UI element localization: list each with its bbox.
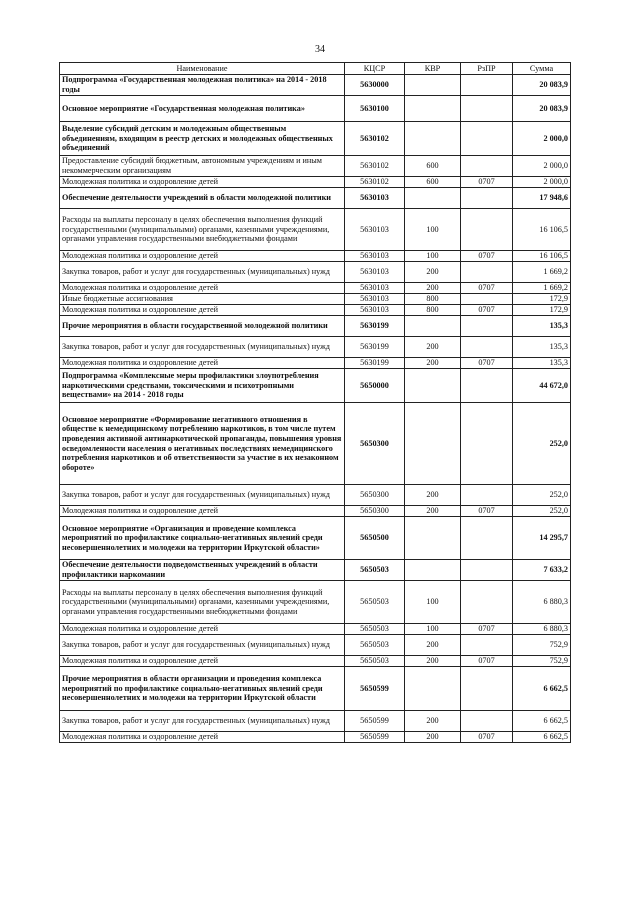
table-row [60, 75, 571, 96]
row-kvr: 200 [405, 262, 461, 283]
row-name: Молодежная политика и оздоровление детей [60, 251, 345, 262]
row-kvr [405, 75, 461, 96]
row-code: 5630102 [345, 156, 405, 177]
row-name: Молодежная политика и оздоровление детей [60, 732, 345, 743]
row-name: Молодежная политика и оздоровление детей [60, 283, 345, 294]
row-code: 5650599 [345, 667, 405, 711]
table-row [60, 305, 571, 316]
table-row [60, 316, 571, 337]
row-sum: 7 633,2 [513, 560, 571, 581]
row-code: 5650503 [345, 656, 405, 667]
row-code: 5630100 [345, 96, 405, 122]
row-code: 5650500 [345, 517, 405, 560]
table-row [60, 177, 571, 188]
row-name: Закупка товаров, работ и услуг для государственных (муниципальных) нужд [60, 485, 345, 506]
row-kvr [405, 667, 461, 711]
table-row [60, 485, 571, 506]
row-kvr: 200 [405, 635, 461, 656]
row-rzpr: 0707 [461, 656, 513, 667]
table-row [60, 656, 571, 667]
row-sum: 2 000,0 [513, 122, 571, 156]
row-code: 5650599 [345, 711, 405, 732]
row-kvr: 100 [405, 624, 461, 635]
row-code: 5630103 [345, 283, 405, 294]
row-code: 5630103 [345, 262, 405, 283]
row-code: 5630199 [345, 337, 405, 358]
row-code: 5650300 [345, 485, 405, 506]
table-row [60, 96, 571, 122]
row-rzpr: 0707 [461, 624, 513, 635]
row-rzpr [461, 262, 513, 283]
row-code: 5630102 [345, 122, 405, 156]
row-code: 5630103 [345, 294, 405, 305]
row-name: Молодежная политика и оздоровление детей [60, 177, 345, 188]
row-rzpr [461, 75, 513, 96]
table-row [60, 251, 571, 262]
row-code: 5630103 [345, 209, 405, 251]
row-code: 5650000 [345, 369, 405, 403]
row-code: 5630000 [345, 75, 405, 96]
row-code: 5630103 [345, 305, 405, 316]
row-rzpr: 0707 [461, 358, 513, 369]
table-row [60, 635, 571, 656]
row-name: Молодежная политика и оздоровление детей [60, 656, 345, 667]
row-name: Молодежная политика и оздоровление детей [60, 305, 345, 316]
row-rzpr [461, 294, 513, 305]
row-rzpr [461, 316, 513, 337]
table-row [60, 369, 571, 403]
row-kvr [405, 122, 461, 156]
header-kvr: КВР [405, 63, 461, 75]
row-sum: 20 083,9 [513, 75, 571, 96]
row-code: 5630199 [345, 316, 405, 337]
table-row [60, 283, 571, 294]
row-sum: 1 669,2 [513, 262, 571, 283]
row-kvr: 200 [405, 656, 461, 667]
row-sum: 44 672,0 [513, 369, 571, 403]
row-sum: 2 000,0 [513, 177, 571, 188]
table-row [60, 581, 571, 624]
table-row [60, 262, 571, 283]
row-sum: 252,0 [513, 506, 571, 517]
row-kvr: 100 [405, 251, 461, 262]
row-code: 5630103 [345, 188, 405, 209]
row-sum: 252,0 [513, 485, 571, 506]
table-row [60, 403, 571, 485]
row-rzpr: 0707 [461, 251, 513, 262]
row-rzpr: 0707 [461, 305, 513, 316]
row-sum: 135,3 [513, 316, 571, 337]
row-name: Основное мероприятие «Формирование негативного отношения в обществе к немедицинскому потреблению наркотиков, в том числе путем проведения активной антинаркотической пропаганды, повышения уровня осведомленности населения о негативных последствиях немедицинского потребления наркотиков и об ответственности за участие в их незаконном обороте» [60, 403, 345, 485]
row-rzpr: 0707 [461, 283, 513, 294]
row-rzpr [461, 581, 513, 624]
row-sum: 16 106,5 [513, 209, 571, 251]
row-kvr [405, 188, 461, 209]
row-kvr: 200 [405, 732, 461, 743]
row-rzpr [461, 667, 513, 711]
row-code: 5630103 [345, 251, 405, 262]
row-rzpr: 0707 [461, 177, 513, 188]
row-code: 5650300 [345, 506, 405, 517]
row-sum: 252,0 [513, 403, 571, 485]
page-number: 34 [315, 44, 325, 55]
row-name: Основное мероприятие «Организация и проведение комплекса мероприятий по профилактике социально-негативных явлений среди несовершеннолетних и молодежи на территории Иркутской области» [60, 517, 345, 560]
row-name: Расходы на выплаты персоналу в целях обеспечения выполнения функций государственными (муниципальными) органами, казенными учреждениями, органами управления государственными внебюджетными фондами [60, 581, 345, 624]
row-rzpr: 0707 [461, 732, 513, 743]
row-sum: 172,9 [513, 305, 571, 316]
row-rzpr [461, 369, 513, 403]
row-kvr: 600 [405, 156, 461, 177]
row-name: Закупка товаров, работ и услуг для государственных (муниципальных) нужд [60, 635, 345, 656]
row-sum: 6 880,3 [513, 581, 571, 624]
header-rzpr: РзПР [461, 63, 513, 75]
row-kvr: 200 [405, 337, 461, 358]
row-name: Основное мероприятие «Государственная молодежная политика» [60, 96, 345, 122]
row-sum: 135,3 [513, 358, 571, 369]
table-row [60, 337, 571, 358]
table-row [60, 506, 571, 517]
row-sum: 172,9 [513, 294, 571, 305]
row-code: 5630199 [345, 358, 405, 369]
table-row [60, 732, 571, 743]
row-kvr: 800 [405, 294, 461, 305]
row-kvr [405, 316, 461, 337]
row-sum: 17 948,6 [513, 188, 571, 209]
row-name: Прочие мероприятия в области государственной молодежной политики [60, 316, 345, 337]
table-row [60, 188, 571, 209]
table-row [60, 517, 571, 560]
row-kvr: 100 [405, 581, 461, 624]
row-code: 5650300 [345, 403, 405, 485]
header-sum: Сумма [513, 63, 571, 75]
row-name: Предоставление субсидий бюджетным, автономным учреждениям и иным некоммерческим организациям [60, 156, 345, 177]
row-code: 5650503 [345, 635, 405, 656]
row-name: Закупка товаров, работ и услуг для государственных (муниципальных) нужд [60, 337, 345, 358]
row-name: Подпрограмма «Комплексные меры профилактики злоупотребления наркотическими средствами, токсическими и психотропными веществами» на 2014 - 2018 годы [60, 369, 345, 403]
row-rzpr [461, 485, 513, 506]
row-name: Молодежная политика и оздоровление детей [60, 624, 345, 635]
table-row [60, 560, 571, 581]
budget-table [59, 62, 571, 743]
row-rzpr [461, 403, 513, 485]
table-row [60, 294, 571, 305]
row-name: Закупка товаров, работ и услуг для государственных (муниципальных) нужд [60, 711, 345, 732]
row-name: Иные бюджетные ассигнования [60, 294, 345, 305]
row-code: 5650503 [345, 581, 405, 624]
row-rzpr [461, 635, 513, 656]
table-row [60, 358, 571, 369]
row-rzpr [461, 517, 513, 560]
row-name: Молодежная политика и оздоровление детей [60, 506, 345, 517]
row-sum: 752,9 [513, 635, 571, 656]
table-row [60, 122, 571, 156]
row-kvr: 200 [405, 506, 461, 517]
row-name: Прочие мероприятия в области организации и проведения комплекса мероприятий по профилактике социально-негативных явлений среди несовершеннолетних и молодежи на территории Иркутской области [60, 667, 345, 711]
row-name: Закупка товаров, работ и услуг для государственных (муниципальных) нужд [60, 262, 345, 283]
table-row [60, 711, 571, 732]
row-sum: 6 662,5 [513, 667, 571, 711]
row-kvr [405, 96, 461, 122]
row-sum: 20 083,9 [513, 96, 571, 122]
row-kvr: 200 [405, 283, 461, 294]
row-sum: 16 106,5 [513, 251, 571, 262]
row-kvr: 200 [405, 358, 461, 369]
row-kvr: 200 [405, 711, 461, 732]
row-rzpr [461, 209, 513, 251]
row-sum: 14 295,7 [513, 517, 571, 560]
table-row [60, 624, 571, 635]
table-row [60, 667, 571, 711]
row-rzpr [461, 188, 513, 209]
row-kvr [405, 517, 461, 560]
row-name: Обеспечение деятельности учреждений в области молодежной политики [60, 188, 345, 209]
row-kvr: 800 [405, 305, 461, 316]
row-name: Молодежная политика и оздоровление детей [60, 358, 345, 369]
row-sum: 6 662,5 [513, 711, 571, 732]
row-rzpr [461, 560, 513, 581]
row-kvr: 600 [405, 177, 461, 188]
row-name: Подпрограмма «Государственная молодежная политика» на 2014 - 2018 годы [60, 75, 345, 96]
row-code: 5650503 [345, 624, 405, 635]
row-kvr [405, 369, 461, 403]
row-rzpr [461, 337, 513, 358]
row-kvr: 200 [405, 485, 461, 506]
row-sum: 6 880,3 [513, 624, 571, 635]
row-kvr: 100 [405, 209, 461, 251]
row-kvr [405, 560, 461, 581]
row-rzpr: 0707 [461, 506, 513, 517]
table-row [60, 156, 571, 177]
row-rzpr [461, 96, 513, 122]
row-code: 5650503 [345, 560, 405, 581]
row-name: Выделение субсидий детским и молодежным общественным объединениям, входящим в реестр детских и молодежных общественных объединений [60, 122, 345, 156]
row-rzpr [461, 711, 513, 732]
row-sum: 6 662,5 [513, 732, 571, 743]
row-code: 5650599 [345, 732, 405, 743]
row-rzpr [461, 156, 513, 177]
table-body [60, 75, 571, 743]
row-code: 5630102 [345, 177, 405, 188]
table-header-row [60, 63, 571, 75]
row-sum: 1 669,2 [513, 283, 571, 294]
table-row [60, 209, 571, 251]
row-rzpr [461, 122, 513, 156]
row-sum: 752,9 [513, 656, 571, 667]
header-code: КЦСР [345, 63, 405, 75]
row-sum: 135,3 [513, 337, 571, 358]
row-kvr [405, 403, 461, 485]
row-name: Расходы на выплаты персоналу в целях обеспечения выполнения функций государственными (муниципальными) органами, казенными учреждениями, органами управления государственными внебюджетными фондами [60, 209, 345, 251]
row-name: Обеспечение деятельности подведомственных учреждений в области профилактики наркомании [60, 560, 345, 581]
row-sum: 2 000,0 [513, 156, 571, 177]
header-name: Наименование [60, 63, 345, 75]
